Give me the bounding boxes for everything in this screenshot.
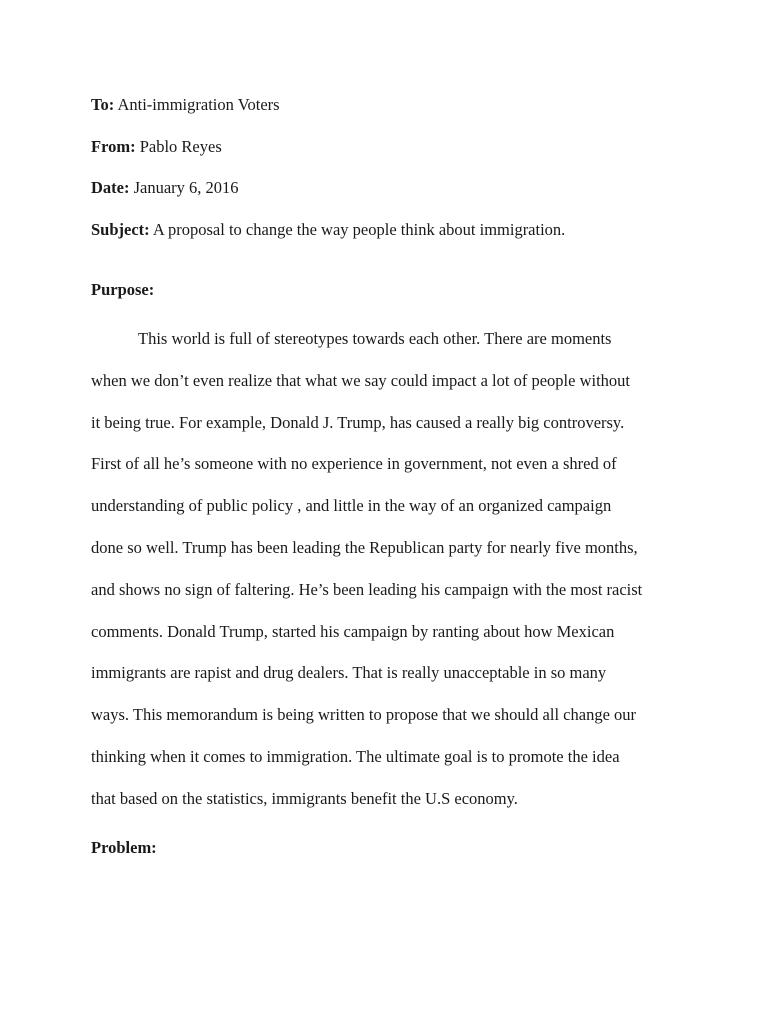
memo-from-line xyxy=(91,137,222,157)
memo-subject-label: Subject: xyxy=(91,220,150,239)
paragraph-line: immigrants are rapist and drug dealers. That is really unacceptable in so many xyxy=(91,663,607,683)
paragraph-line: This world is full of stereotypes towards each other. There are moments xyxy=(138,329,612,348)
memo-from-value: Pablo Reyes xyxy=(139,137,222,156)
memo-date-label: Date: xyxy=(91,178,130,197)
paragraph-line: understanding of public policy , and little in the way of an organized campaign xyxy=(91,496,612,516)
paragraph-line: done so well. Trump has been leading the Republican party for nearly five months, xyxy=(91,537,638,557)
paragraph-line: that based on the statistics, immigrants benefit the U.S economy. xyxy=(91,788,518,808)
memo-date-line xyxy=(91,178,239,198)
paragraph-line: thinking when it comes to immigration. The ultimate goal is to promote the idea xyxy=(91,746,620,766)
purpose-paragraph xyxy=(91,318,691,820)
memo-date-value: January 6, 2016 xyxy=(133,178,239,197)
paragraph-line: when we don’t even realize that what we say could impact a lot of people without xyxy=(91,370,630,390)
paragraph-line: First of all he’s someone with no experience in government, not even a shred of xyxy=(91,454,617,474)
purpose-heading: Purpose: xyxy=(91,280,155,299)
memo-to-line xyxy=(91,95,280,115)
memo-to-value: Anti-immigration Voters xyxy=(117,95,280,114)
memo-from-label: From: xyxy=(91,137,136,156)
paragraph-line: it being true. For example, Donald J. Trump, has caused a really big controversy. xyxy=(91,412,625,432)
memo-subject-value: A proposal to change the way people think about immigration. xyxy=(152,220,566,239)
problem-heading: Problem: xyxy=(91,838,157,857)
paragraph-line: ways. This memorandum is being written to propose that we should all change our xyxy=(91,705,637,725)
memo-subject-line xyxy=(91,220,565,240)
paragraph-line: comments. Donald Trump, started his campaign by ranting about how Mexican xyxy=(91,621,615,641)
paragraph-line: and shows no sign of faltering. He’s been leading his campaign with the most racist xyxy=(91,579,643,599)
memo-to-label: To: xyxy=(91,95,115,114)
